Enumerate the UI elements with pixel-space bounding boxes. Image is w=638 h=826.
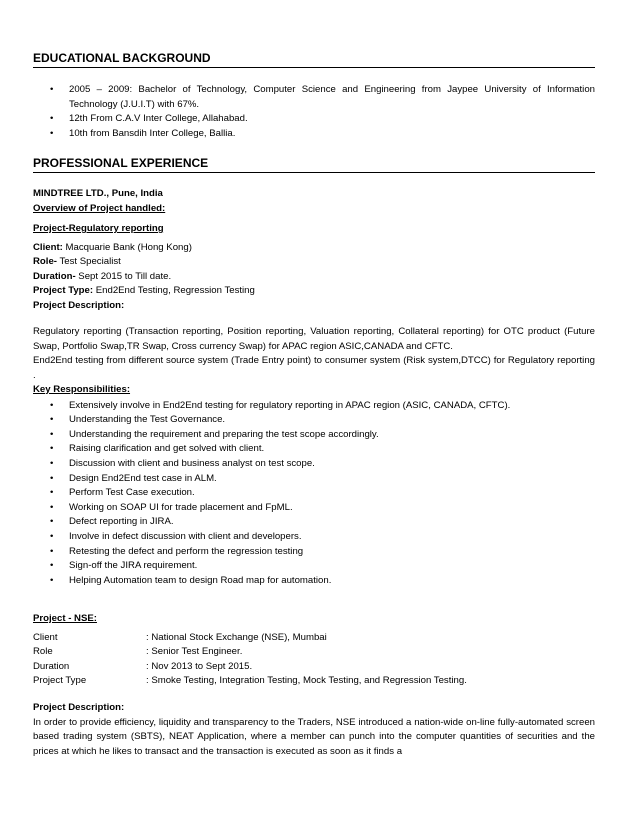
project2-details [33, 631, 595, 689]
bullet-icon: • [50, 516, 54, 528]
project2-detail-row: Project Type : Smoke Testing, Integration Testing, Mock Testing, and Regression Testing. [33, 675, 467, 687]
responsibility-item: • Working on SOAP UI for trade placement and FpML. [33, 501, 595, 516]
bullet-icon: • [50, 501, 54, 513]
responsibility-item: • Defect reporting in JIRA. [33, 515, 595, 530]
bullet-icon: • [50, 560, 54, 572]
bullet-icon: • [50, 428, 54, 440]
project1-title: Project-Regulatory reporting [33, 223, 164, 234]
bullet-icon: • [50, 443, 54, 455]
bullet-icon: • [50, 113, 54, 125]
education-item: • 10th from Bansdih Inter College, Ballia. [33, 127, 595, 142]
project1-duration: Duration- Sept 2015 to Till date. [33, 270, 172, 282]
responsibility-item: • Extensively involve in End2End testing for regulatory reporting in APAC region (ASIC, CANADA, CFTC). [33, 399, 595, 414]
responsibility-item: • Understanding the Test Governance. [33, 413, 595, 428]
project2-title: Project - NSE: [33, 613, 97, 624]
bullet-icon: • [50, 414, 54, 426]
project1-type: Project Type: End2End Testing, Regression Testing [33, 285, 255, 297]
responsibility-item: • Involve in defect discussion with client and developers. [33, 530, 595, 545]
project2-detail-row: Client : National Stock Exchange (NSE), Mumbai [33, 631, 327, 643]
responsibility-item: • Understanding the requirement and preparing the test scope accordingly. [33, 428, 595, 443]
bullet-icon: • [50, 530, 54, 542]
education-list [33, 83, 595, 141]
project2-detail-row: Duration : Nov 2013 to Sept 2015. [33, 660, 253, 672]
education-heading: EDUCATIONAL BACKGROUND [33, 50, 595, 68]
bullet-icon: • [50, 127, 54, 139]
project2-block [33, 612, 595, 689]
responsibility-item: • Perform Test Case execution. [33, 486, 595, 501]
responsibility-item: • Design End2End test case in ALM. [33, 472, 595, 487]
experience-heading: PROFESSIONAL EXPERIENCE [33, 155, 595, 173]
project1-client: Client: Macquarie Bank (Hong Kong) [33, 241, 192, 253]
project1-description [33, 325, 595, 383]
bullet-icon: • [50, 84, 54, 95]
bullet-icon: • [50, 457, 54, 469]
project2-description [33, 701, 595, 759]
responsibilities-label: Key Responsibilities: [33, 384, 131, 395]
responsibility-item: • Sign-off the JIRA requirement. [33, 559, 595, 574]
education-item: • 2005 – 2009: Bachelor of Technology, Computer Science and Engineering from Jaypee University of Information Technology (J.U.I.T) with 67%. [50, 84, 595, 110]
project1-desc-para1: Regulatory reporting (Transaction reporting, Position reporting, Valuation reporting, Collateral reporting) for OTC product (Future Swap, Portfolio Swap,TR Swap, Cross currency Swap) for APAC region ASIC,CANADA and CFTC. [33, 326, 595, 352]
company-name: MINDTREE LTD., Pune, India [33, 188, 163, 199]
responsibility-item: • Helping Automation team to design Road map for automation. [33, 574, 595, 589]
bullet-icon: • [50, 574, 54, 586]
responsibilities-block [33, 383, 595, 588]
responsibilities-list [33, 399, 595, 589]
bullet-icon: • [50, 545, 54, 557]
responsibility-item: • Discussion with client and business analyst on test scope. [33, 457, 595, 472]
overview-label: Overview of Project handled: [33, 202, 166, 214]
bullet-icon: • [50, 399, 54, 411]
responsibility-item: • Retesting the defect and perform the regression testing [33, 545, 595, 560]
project1-block [33, 222, 595, 314]
bullet-icon: • [50, 472, 54, 484]
project1-desc-label: Project Description: [33, 299, 125, 311]
project2-desc-label: Project Description: [33, 702, 125, 713]
bullet-icon: • [50, 487, 54, 499]
project1-desc-para2: End2End testing from different source system (Trade Entry point) to consumer system (Risk system,DTCC) for Regulatory reporting . [33, 355, 595, 381]
project2-detail-row: Role : Senior Test Engineer. [33, 646, 243, 658]
project2-desc-text: In order to provide efficiency, liquidity and transparency to the Traders, NSE introduced a nation-wide on-line fully-automated screen based trading system (SBTS), NEAT Application, where a member can punch into the computer quantities of securities and the prices at which he likes to transact and the transaction is executed as soon as it finds a [33, 716, 595, 757]
project1-role: Role- Test Specialist [33, 256, 121, 268]
responsibility-item: • Raising clarification and get solved with client. [33, 442, 595, 457]
education-item: • 12th From C.A.V Inter College, Allahabad. [33, 112, 595, 127]
company-block [33, 187, 595, 216]
